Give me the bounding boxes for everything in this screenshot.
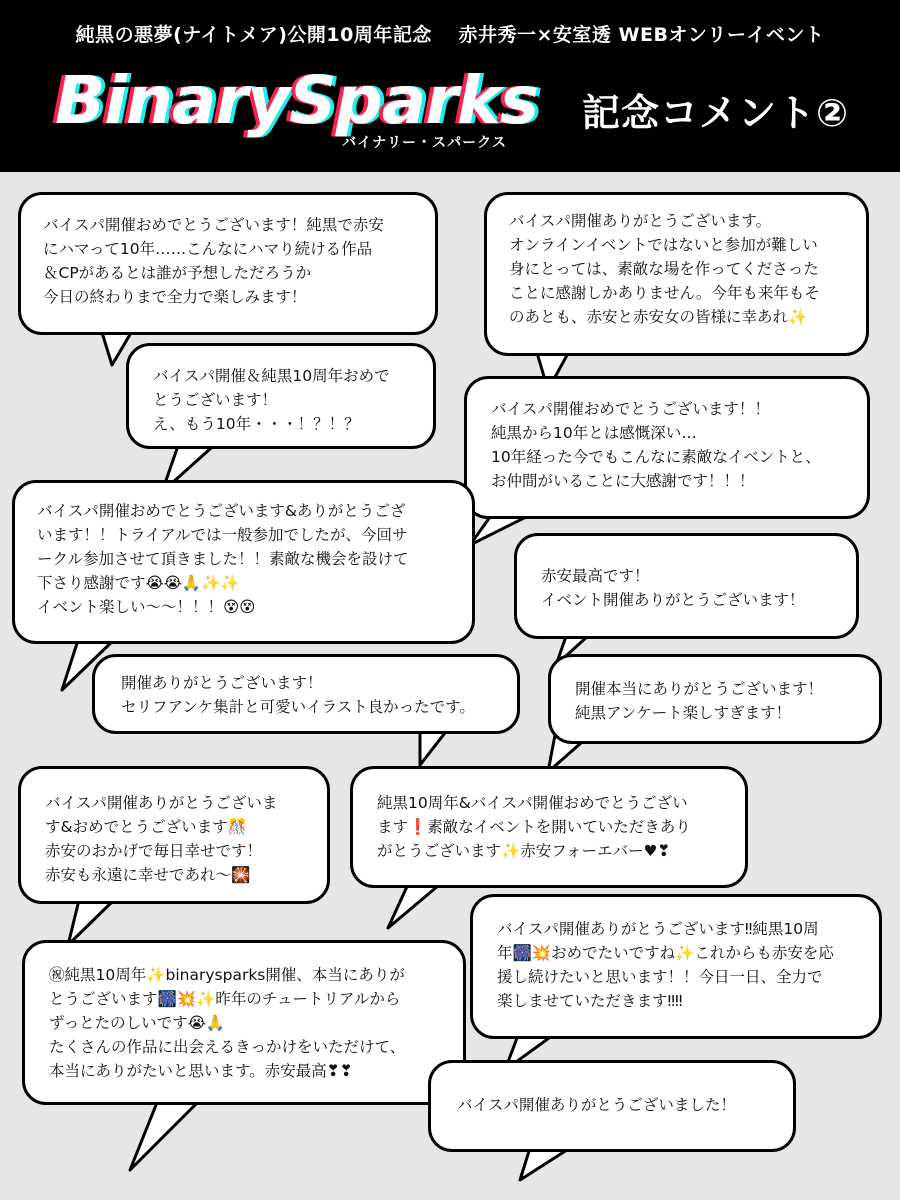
comment-line: オンラインイベントではないと参加が難しい (509, 236, 818, 254)
comment-line: セリフアンケ集計と可愛いイラスト良かったです。 (121, 698, 475, 716)
comment-line: ＆CPがあるとは誰が予想しただろうか (43, 264, 312, 282)
comment-bubble (92, 654, 520, 734)
comment-line: 開催ありがとうございます！ (121, 674, 323, 692)
comment-line: ㊗純黒10周年✨binarysparks開催、本当にありが (49, 966, 405, 984)
comment-bubble (126, 343, 436, 449)
comment-line: います！！トライアルでは一般参加でしたが、今回サ (37, 526, 408, 544)
comment-line: にハマって10年……こんなにハマり続ける作品 (43, 240, 373, 258)
comment-bubble (514, 533, 859, 639)
comment-line: とうございます🎆💥✨昨年のチュートリアルから (49, 990, 401, 1008)
comment-line: とうございます！ (153, 391, 278, 409)
comment-line: バイスパ開催おめでとうございます！！ (491, 400, 770, 418)
comment-line: ずっとたのしいです😭🙏 (49, 1014, 225, 1032)
comment-bubble (548, 654, 882, 744)
comment-line: がとうございます✨赤安フォーエバー♥❣ (377, 842, 671, 860)
comment-bubble (464, 376, 870, 519)
comment-line: バイスパ開催ありがとうございます‼純黒10周 (497, 920, 819, 938)
comment-line: 純黒アンケート楽しすぎます！ (575, 704, 792, 722)
comment-bubble (18, 192, 438, 335)
comment-line: イベント開催ありがとうございます！ (541, 591, 805, 609)
logo-text: BinarySparks (55, 62, 539, 139)
event-subtitle: 純黒の悪夢(ナイトメア)公開10周年記念 赤井秀一×安室透 WEBオンリーイベント (75, 24, 825, 46)
comment-bubble (470, 894, 882, 1039)
comment-line: 身にとっては、素敵な場を作ってくださった (509, 260, 819, 278)
comment-line: 楽しませていただきます‼‼ (497, 992, 683, 1010)
comment-line: 年🎆💥おめでたいですね✨これからも赤安を応 (497, 944, 834, 962)
comment-line: お仲間がいることに大感謝です！！！ (491, 472, 755, 490)
comment-line: 純黒10周年&バイスパ開催おめでとうござい (377, 794, 688, 812)
comment-line: たくさんの作品に出会えるきっかけをいただけて、 (49, 1038, 406, 1056)
comment-line: 純黒から10年とは感慨深い… (491, 424, 697, 442)
comment-line: 本当にありがたいと思います。赤安最高❣❣ (49, 1062, 353, 1080)
comment-bubble (22, 940, 466, 1105)
comment-line: バイスパ開催おめでとうございます！純黒で赤安 (43, 216, 384, 234)
comment-line: ことに感謝しかありません。今年も来年もそ (509, 284, 820, 302)
bubble-tail (130, 1095, 205, 1170)
comment-line: 赤安最高です！ (541, 567, 650, 585)
comment-line: ます❗素敵なイベントを開いていただきあり (377, 818, 691, 836)
comment-line: え、もう10年・・・！？！？ (153, 415, 360, 433)
comment-bubble (484, 192, 869, 356)
comment-bubble (12, 480, 475, 644)
comment-bubble (18, 766, 330, 904)
comment-line: 今日の終わりまで全力で楽しみます！ (43, 288, 307, 306)
comment-line: ークル参加させて頂きました！！素敵な機会を設けて (37, 550, 409, 568)
bubble-tail (520, 1148, 570, 1180)
comment-line: 下さり感謝です😭😭🙏✨✨ (37, 574, 240, 592)
comment-bubble (428, 1060, 796, 1152)
comment-line: イベント楽しい〜〜！！！😵😵 (37, 598, 256, 616)
comment-bubble (350, 766, 748, 888)
comment-line: 援し続けたいと思います！！今日一日、全力で (497, 968, 823, 986)
comment-line: 赤安のおかげで毎日幸せです！ (45, 842, 263, 860)
comment-line: バイスパ開催ありがとうございます。 (509, 212, 772, 230)
comment-line: バイスパ開催ありがとうございました！ (457, 1096, 736, 1114)
comment-line: 開催本当にありがとうございます！ (575, 680, 824, 698)
comment-line: バイスパ開催おめでとうございます&ありがとうござ (37, 502, 406, 520)
comment-line: のあとも、赤安と赤安女の皆様に幸あれ✨ (509, 308, 808, 326)
comment-line: す&おめでとうございます🎊 (45, 818, 247, 836)
comment-line: バイスパ開催ありがとうございま (45, 794, 278, 812)
logo-kana: バイナリー・スパークス (342, 135, 507, 151)
page-heading: 記念コメント② (582, 91, 850, 135)
comment-line: 10年経った今でもこんなに素敵なイベントと、 (491, 448, 821, 466)
comment-line: バイスパ開催＆純黒10周年おめで (153, 367, 390, 385)
comment-line: 赤安も永遠に幸せであれ〜🎇 (45, 866, 251, 884)
